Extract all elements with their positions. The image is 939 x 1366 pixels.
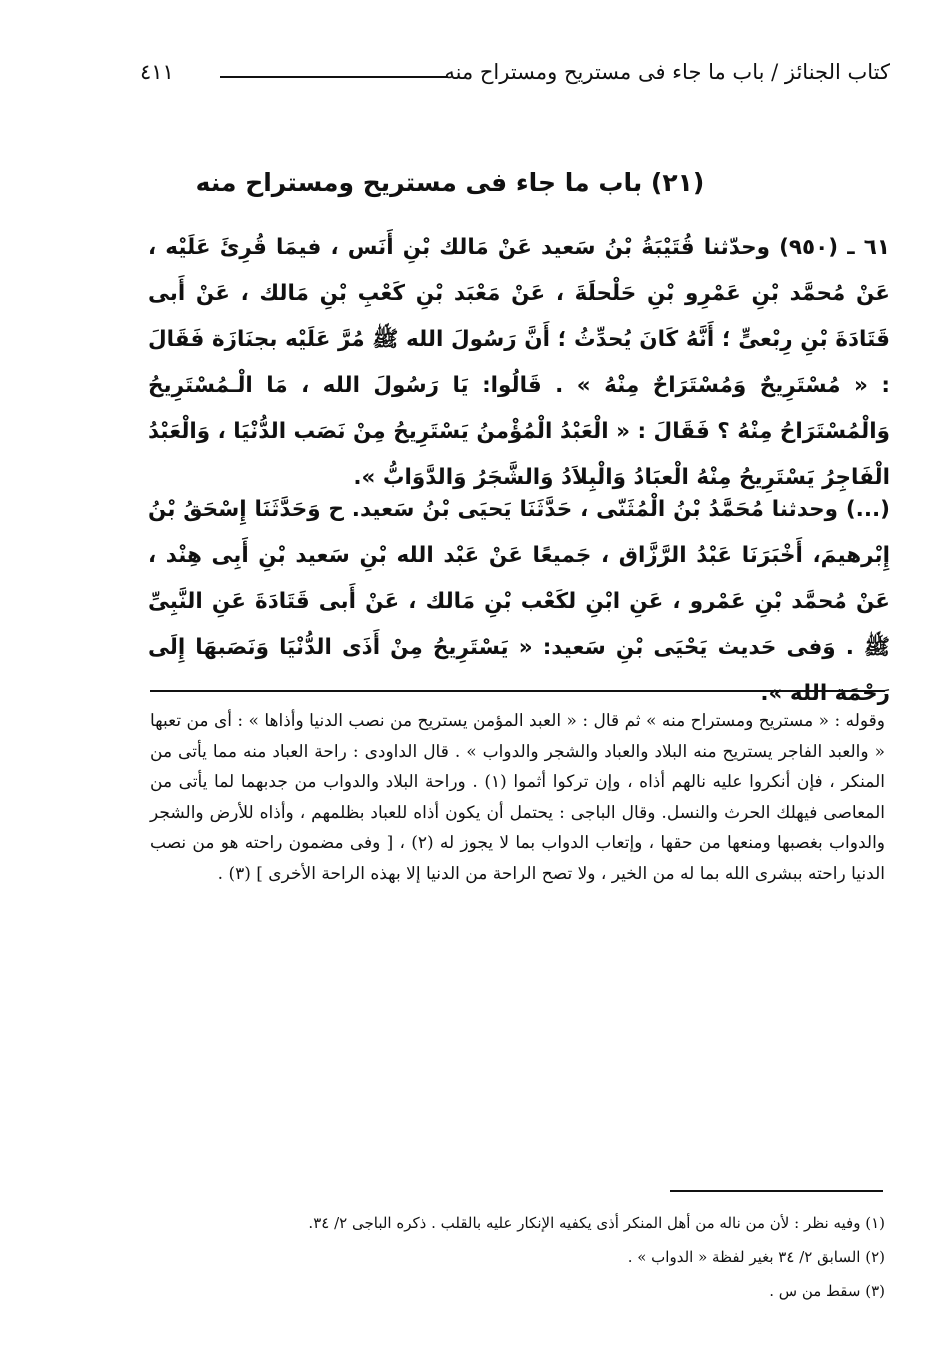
footnote: (٣) سقط من س .	[769, 1282, 885, 1300]
page-number: ٤١١	[140, 60, 174, 84]
header-rule	[220, 76, 448, 78]
footnote-divider	[670, 1190, 883, 1192]
hadith-paragraph: ٦١ ـ (٩٥٠) وحدّثنا قُتَيْبَةُ بْنُ سَعيد عَنْ مَالك بْنِ أَنَس ، فيمَا قُرِئَ عَلَيْه ، عَنْ مُحمَّد بْنِ عَمْرِو بْنِ حَلْحلَةَ ، عَنْ مَعْبَد بْنِ كَعْبِ بْنِ مَالك ، عَنْ أَبى قَتَادَةَ بْنِ رِبْعىٍّ ؛ أَنَّهُ كَانَ يُحدِّثُ ؛ أَنَّ رَسُولَ الله ﷺ مُرَّ عَلَيْه بجنَازَة فَقَالَ : « مُسْتَرِيحٌ وَمُسْتَرَاحٌ مِنْهُ » . قَالُوا: يَا رَسُولَ الله ، مَا الْـمُسْتَرِيحُ وَالْمُسْتَرَاحُ مِنْهُ ؟ فَقَالَ : « الْعَبْدُ الْمُؤْمنُ يَسْتَرِيحُ مِنْ نَصَب الدُّنْيَا ، وَالْعَبْدُ الْفَاجِرُ يَسْتَرِيحُ مِنْهُ الْعبَادُ وَالْبِلاَدُ وَالشَّجَرُ وَالدَّوَابُّ ».	[148, 235, 890, 490]
footnote: (١) وفيه نظر : لأن من ناله من أهل المنكر أذى يكفيه الإنكار عليه بالقلب . ذكره الباجى ٢/ ٣٤.	[308, 1214, 885, 1232]
footnote: (٢) السابق ٢/ ٣٤ بغير لفظة « الدواب » .	[627, 1248, 885, 1266]
running-header	[140, 58, 890, 98]
hadith-paragraph: (...) وحدثنا مُحَمَّدُ بْنُ الْمُثَنّى ، حَدَّثَنَا يَحيَى بْنُ سَعيد. ح وَحَدَّثَنَا إِسْحَقُ بْنُ إِبْرهيمَ، أَخْبَرَنَا عَبْدُ الرَّزَّاق ، جَميعًا عَنْ عَبْد الله بْنِ سَعيد بْنِ أَبِى هِنْد ، عَنْ مُحمَّد بْنِ عَمْرو ، عَنِ ابْنِ لكَعْب بْنِ مَالك ، عَنْ أَبى قَتَادَةَ عَنِ النَّبِىِّ ﷺ . وَفى حَديث يَحْيَى بْنِ سَعيد: « يَسْتَرِيحُ مِنْ أَذَى الدُّنْيَا وَنَصَبهَا إِلَى رَحْمَة الله ».	[148, 497, 890, 706]
chapter-heading: (٢١) باب ما جاء فى مستريح ومستراح منه	[195, 168, 705, 197]
running-title: كتاب الجنائز / باب ما جاء فى مستريح ومستراح منه	[444, 60, 890, 84]
commentary-paragraph: وقوله : « مستريح ومستراح منه » ثم قال : « العبد المؤمن يستريح من نصب الدنيا وأذاها » : أى من تعبها « والعبد الفاجر يستريح منه البلاد والعباد والشجر والدواب » . قال الداودى : راحة العباد منه مما يأتى من المنكر ، فإن أنكروا عليه نالهم أذاه ، وإن تركوا أثموا (١) . وراحة البلاد والدواب من جدبهما لما يأتى من المعاصى فيهلك الحرث والنسل. وقال الباجى : يحتمل أن يكون أذاه للعباد بظلمهم ، وأذاه للأرض والشجر والدواب بغصبها ومنعها من حقها ، وإتعاب الدواب بما لا يجوز له (٢) ، [ وفى مضمون راحته هو من نصب الدنيا راحته ببشرى الله بما له من الخير ، ولا تصح الراحة من الدنيا إلا بهذه الراحة الأخرى ] (٣) .	[150, 711, 885, 884]
commentary-divider	[150, 690, 885, 692]
footnotes	[200, 1206, 885, 1308]
